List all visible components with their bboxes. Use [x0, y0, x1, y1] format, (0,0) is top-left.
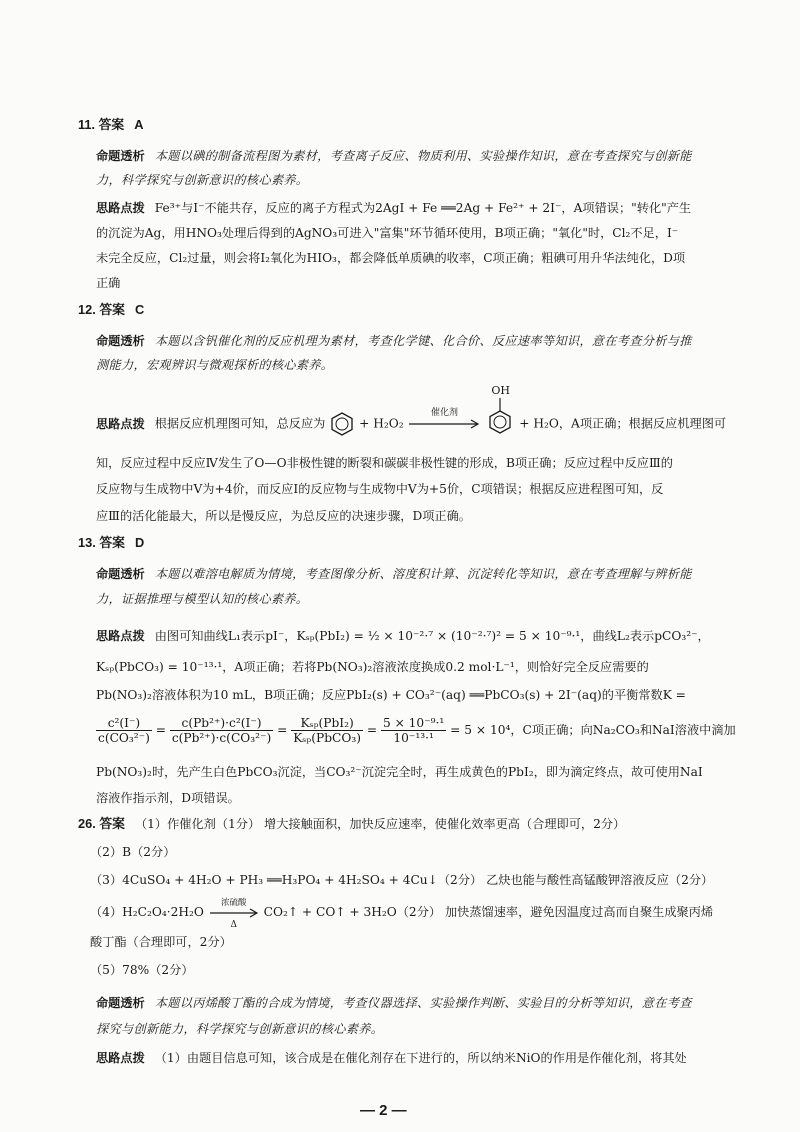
q13-hint-label: 思路点拨: [96, 629, 145, 643]
q11-answer: A: [134, 117, 144, 132]
q26-analysis-label: 命题透析: [96, 996, 145, 1010]
q13-analysis-label: 命题透析: [96, 567, 145, 581]
fraction-1-numerator: c²(I⁻): [96, 716, 152, 731]
q13-hint-text-3: Pb(NO₃)₂溶液体积为10 mL，B项正确；反应PbI₂(s) + CO₃²⁻(aq) ══PbCO₃(s) + 2I⁻(aq)的平衡常数K =: [96, 688, 686, 702]
oh-label: OH: [491, 384, 510, 397]
q11-analysis-label: 命题透析: [96, 149, 145, 163]
phenol-ring-icon: [485, 397, 515, 437]
q26-hint-text-1: （1）由题目信息可知，该合成是在催化剂存在下进行的，所以纳米NiO的作用是作催化剂，将其处: [154, 1051, 687, 1065]
q13-hint-text-5: Pb(NO₃)₂时，先产生白色PbCO₃沉淀，当CO₃²⁻沉淀完全时，再生成黄色的PbI₂，即为滴定终点，故可使用NaI: [96, 765, 703, 779]
fraction-3: [291, 716, 363, 745]
q13-eq-tail: = 5 × 10⁴，C项正确；向Na₂CO₃和NaI溶液中滴加: [450, 723, 736, 737]
q26-answer-4-post: CO₂↑ + CO↑ + 3H₂O（2分） 加快蒸馏速率，避免因温度过高而自聚生成聚丙烯: [263, 905, 714, 919]
q12-analysis-text-2: 测能力，宏观辨识与微观探析的核心素养。: [96, 358, 334, 372]
q12-hint-formula-line: [96, 384, 727, 437]
fraction-1-denominator: c(CO₃²⁻): [98, 731, 150, 745]
q26-answer-3: （3）4CuSO₄ + 4H₂O + PH₃ ══H₃PO₄ + 4H₂SO₄ + 4Cu↓（2分） 乙炔也能与酸性高锰酸钾溶液反应（2分）: [90, 873, 714, 887]
q12-hint-post: + H₂O，A项正确；根据反应机理图可: [519, 416, 727, 431]
fraction-2-numerator: c(Pb²⁺)·c²(I⁻): [170, 716, 273, 731]
q13-hint-text-1: 由图可知曲线L₁表示pI⁻，Kₛₚ(PbI₂) = ½ × 10⁻²·⁷ × (10⁻²·⁷)² = 5 × 10⁻⁹·¹，曲线L₂表示pCO₃²⁻，: [154, 629, 710, 643]
benzene-ring-icon: [329, 411, 355, 437]
q26-analysis-text-1: 本题以丙烯酸丁酯的合成为情境，考查仪器选择、实验操作判断、实验目的分析等知识，意在考查: [154, 996, 692, 1010]
q11-hint-text-2: 的沉淀为Ag，用HNO₃处理后得到的AgNO₃可进入"富集"环节循环使用，B项正确；"氧化"时，Cl₂不足，I⁻: [96, 226, 679, 240]
q11-hint-label: 思路点拨: [96, 201, 145, 215]
q26-answer-4: [90, 897, 714, 930]
q11-hint: [96, 200, 691, 216]
q11-analysis-text-2: 力，科学探究与创新意识的核心素养。: [96, 173, 309, 187]
q12-hint-text-4: 应Ⅲ的活化能最大，所以是慢反应，为总反应的决速步骤，D项正确。: [96, 509, 471, 523]
q11-hint-text-1: Fe³⁺与I⁻不能共存，反应的离子方程式为2AgI + Fe ══2Ag + Fe²⁺ + 2I⁻，A项错误；"转化"产生: [154, 201, 692, 215]
q26-answer-5: （5）78%（2分）: [90, 963, 194, 977]
q26-hint: [96, 1050, 687, 1066]
q13-analysis-text-2: 力，证据推理与模型认知的核心素养。: [96, 592, 309, 606]
q13-hint-text-6: 溶液作指示剂，D项错误。: [96, 791, 240, 805]
fraction-1: [96, 716, 152, 745]
fraction-4-denominator: 10⁻¹³·¹: [393, 731, 434, 745]
fraction-2-denominator: c(Pb²⁺)·c(CO₃²⁻): [171, 731, 272, 745]
q13-answer: D: [134, 535, 145, 550]
phenol-structure: [485, 384, 515, 437]
q12-analysis-label: 命题透析: [96, 334, 145, 348]
fraction-3-numerator: Kₛₚ(PbI₂): [291, 716, 363, 731]
q12-hint-text-3: 反应物与生成物中V为+4价，而反应Ⅰ的反应物与生成物中V为+5价，C项错误；根据反应进程图可知，反: [96, 482, 664, 496]
q13-label: 13. 答案: [78, 535, 125, 550]
condition-top: 浓硫酸: [220, 897, 247, 908]
q26-answer-2: （2）B（2分）: [90, 845, 176, 859]
q13-answer-line: [78, 535, 144, 551]
q13-hint-text-2: Kₛₚ(PbCO₃) = 10⁻¹³·¹，A项正确；若将Pb(NO₃)₂溶液浓度换成0.2 mol·L⁻¹，则恰好完全反应需要的: [96, 660, 649, 674]
q11-hint-text-4: 正确: [96, 276, 121, 290]
condition-bottom: Δ: [230, 919, 237, 930]
q26-answer-1: （1）作催化剂（1分） 增大接触面积，加快反应速率，使催化效率更高（合理即可，2分）: [134, 817, 626, 831]
q12-analysis: [96, 333, 692, 349]
q12-hint-text-2: 知，反应过程中反应Ⅳ发生了O—O非极性键的断裂和碳碳非极性键的形成，B项正确；反应过程中反应Ⅲ的: [96, 456, 673, 470]
q11-label: 11. 答案: [78, 117, 125, 132]
q12-hint-pre: 根据反应机理图可知，总反应为: [154, 416, 326, 431]
q13-hint: [96, 628, 710, 644]
condition-arrow: [208, 897, 260, 930]
q12-analysis-text-1: 本题以含钒催化剂的反应机理为素材，考查化学键、化合价、反应速率等知识，意在考查分析与推: [154, 334, 692, 348]
fraction-3-denominator: Kₛₚ(PbCO₃): [293, 731, 361, 745]
fraction-4-numerator: 5 × 10⁻⁹·¹: [382, 716, 445, 730]
fraction-2: [170, 716, 273, 745]
q26-answer-line-1: [78, 816, 625, 832]
q26-answer-4-pre: （4）H₂C₂O₄·2H₂O: [90, 905, 204, 919]
q11-analysis-text-1: 本题以碘的制备流程图为素材，考查离子反应、物质利用、实验操作知识，意在考查探究与创新能: [154, 149, 692, 163]
q26-analysis-text-2: 探究与创新能力，科学探究与创新意识的核心素养。: [96, 1022, 384, 1036]
q12-plus-h2o2: + H₂O₂: [359, 416, 404, 431]
q13-analysis: [96, 566, 692, 582]
q12-label: 12. 答案: [78, 302, 125, 317]
q26-hint-label: 思路点拨: [96, 1051, 145, 1065]
page-number: — 2 —: [360, 1102, 407, 1119]
q13-analysis-text-1: 本题以难溶电解质为情境，考查图像分析、溶度积计算、沉淀转化等知识，意在考查理解与辨析能: [154, 567, 692, 581]
q11-answer-line: [78, 117, 143, 133]
q13-fraction-line: $\frac{\text{c²(I⁻)}}{\text{c(CO₃²⁻)}}$ = $\frac{\text{c(Pb²⁺)·c²(I⁻)}}{\text{c(Pb²⁺)·c(CO₃²⁻)}}$ = $\frac{\text{Kₛₚ(PbI₂)}}{\text{Kₛₚ(PbCO₃)}}$ = $\frac{\text{5 × 10⁻⁹·¹}}{\text{10⁻¹³·¹}}$ = 5 × 10⁴，C项正确；向Na₂CO₃和NaI溶液中滴加: [98, 716, 736, 745]
q12-answer-line: [78, 302, 144, 318]
q26-answer-4-line-2: 酸丁酯（合理即可，2分）: [90, 935, 232, 949]
q12-answer: C: [134, 302, 145, 317]
q26-label: 26. 答案: [78, 816, 125, 831]
reaction-arrow: [407, 408, 481, 432]
fraction-4: [381, 716, 446, 745]
q26-analysis: [96, 995, 692, 1011]
q12-hint-label: 思路点拨: [96, 416, 145, 431]
q11-analysis: [96, 148, 692, 164]
q11-hint-text-3: 未完全反应，Cl₂过量，则会将I₂氧化为HIO₃，都会降低单质碘的收率，C项正确；粗碘可用升华法纯化，D项: [96, 251, 686, 265]
catalyst-label: 催化剂: [430, 408, 458, 418]
